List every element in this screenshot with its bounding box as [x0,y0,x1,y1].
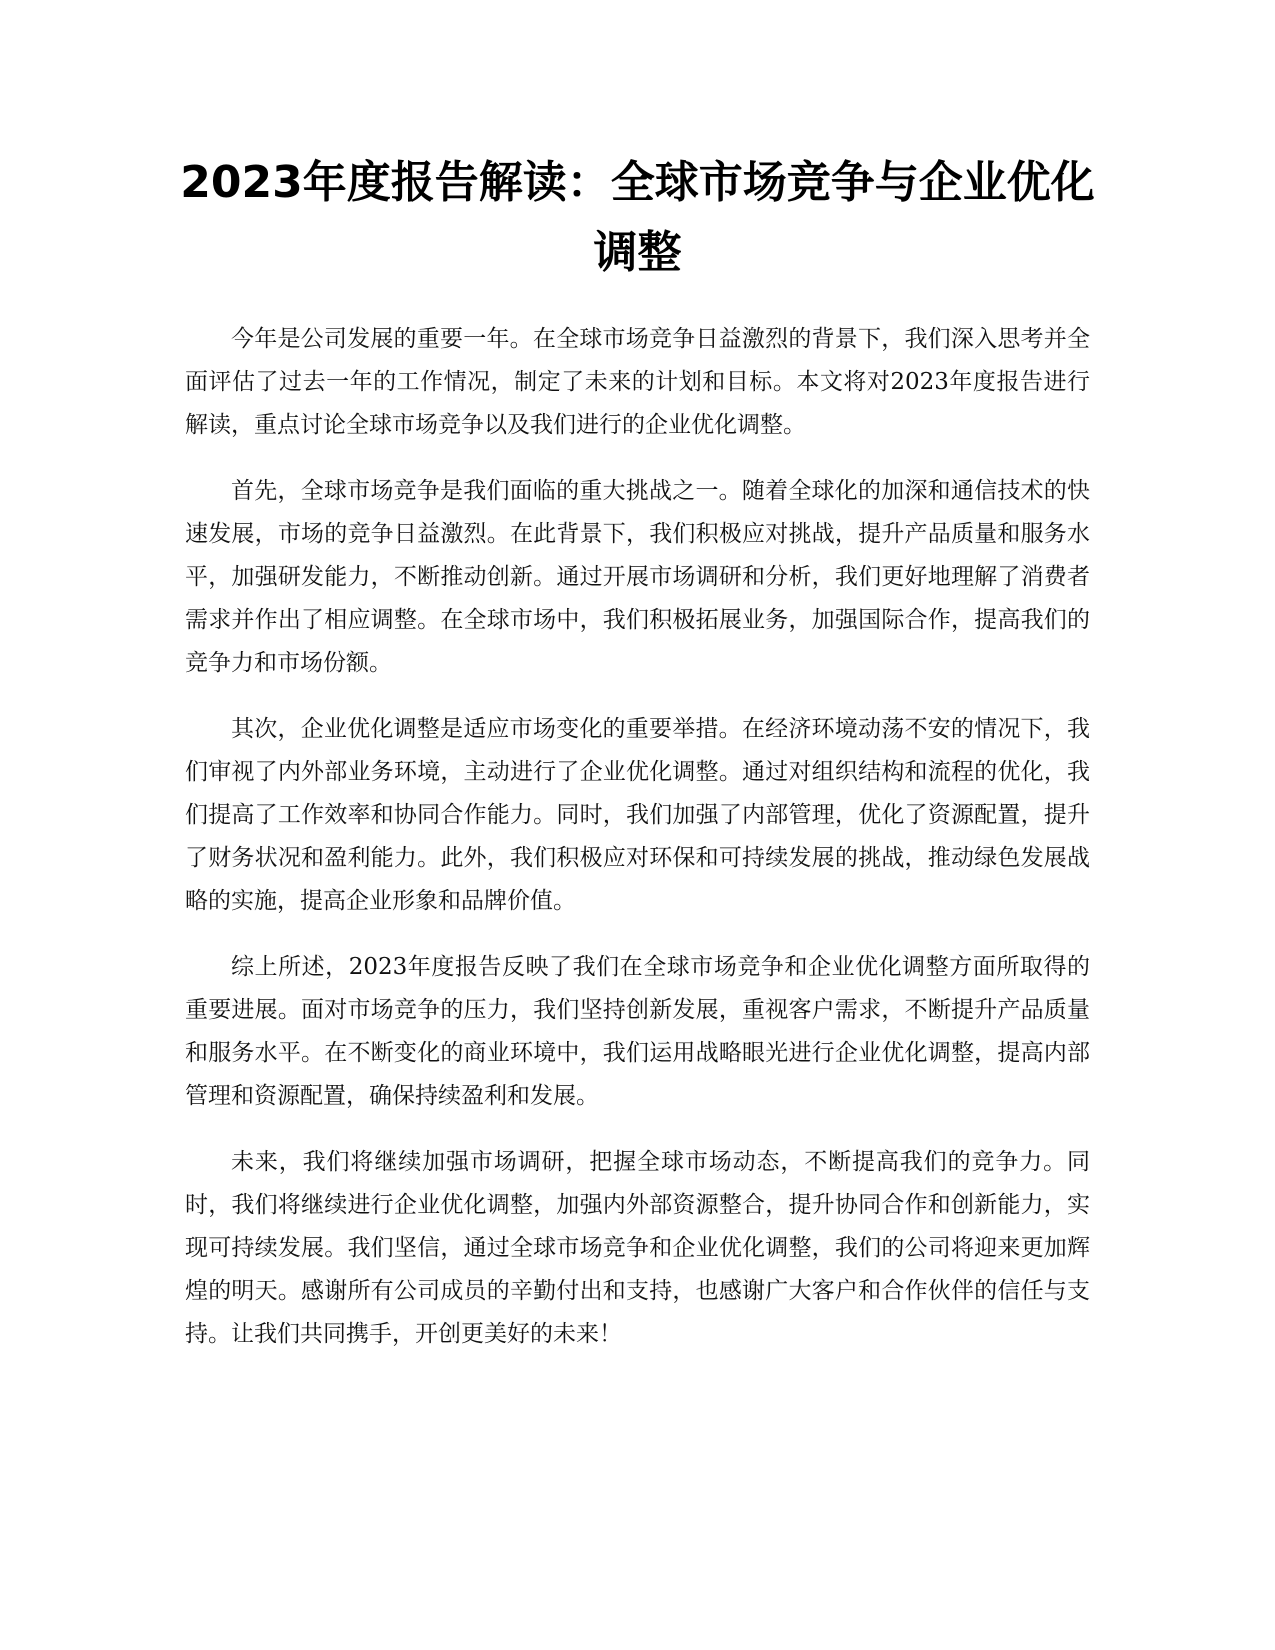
document-body [185,318,1090,1379]
paragraph-optimization: 其次，企业优化调整是适应市场变化的重要举措。在经济环境动荡不安的情况下，我们审视了内外部业务环境，主动进行了企业优化调整。通过对组织结构和流程的优化，我们提高了工作效率和协同合作能力。同时，我们加强了内部管理，优化了资源配置，提升了财务状况和盈利能力。此外，我们积极应对环保和可持续发展的挑战，推动绿色发展战略的实施，提高企业形象和品牌价值。 [185,716,1090,914]
document-title: 2023年度报告解读：全球市场竞争与企业优化调整 [180,157,1095,278]
paragraph-summary: 综上所述，2023年度报告反映了我们在全球市场竞争和企业优化调整方面所取得的重要进展。面对市场竞争的压力，我们坚持创新发展，重视客户需求，不断提升产品质量和服务水平。在不断变化的商业环境中，我们运用战略眼光进行企业优化调整，提高内部管理和资源配置，确保持续盈利和发展。 [185,954,1090,1109]
paragraph-intro: 今年是公司发展的重要一年。在全球市场竞争日益激烈的背景下，我们深入思考并全面评估了过去一年的工作情况，制定了未来的计划和目标。本文将对2023年度报告进行解读，重点讨论全球市场竞争以及我们进行的企业优化调整。 [185,326,1090,438]
paragraph-global-competition: 首先，全球市场竞争是我们面临的重大挑战之一。随着全球化的加深和通信技术的快速发展，市场的竞争日益激烈。在此背景下，我们积极应对挑战，提升产品质量和服务水平，加强研发能力，不断推动创新。通过开展市场调研和分析，我们更好地理解了消费者需求并作出了相应调整。在全球市场中，我们积极拓展业务，加强国际合作，提高我们的竞争力和市场份额。 [185,478,1090,676]
paragraph-future: 未来，我们将继续加强市场调研，把握全球市场动态，不断提高我们的竞争力。同时，我们将继续进行企业优化调整，加强内外部资源整合，提升协同合作和创新能力，实现可持续发展。我们坚信，通过全球市场竞争和企业优化调整，我们的公司将迎来更加辉煌的明天。感谢所有公司成员的辛勤付出和支持，也感谢广大客户和合作伙伴的信任与支持。让我们共同携手，开创更美好的未来！ [185,1149,1090,1347]
